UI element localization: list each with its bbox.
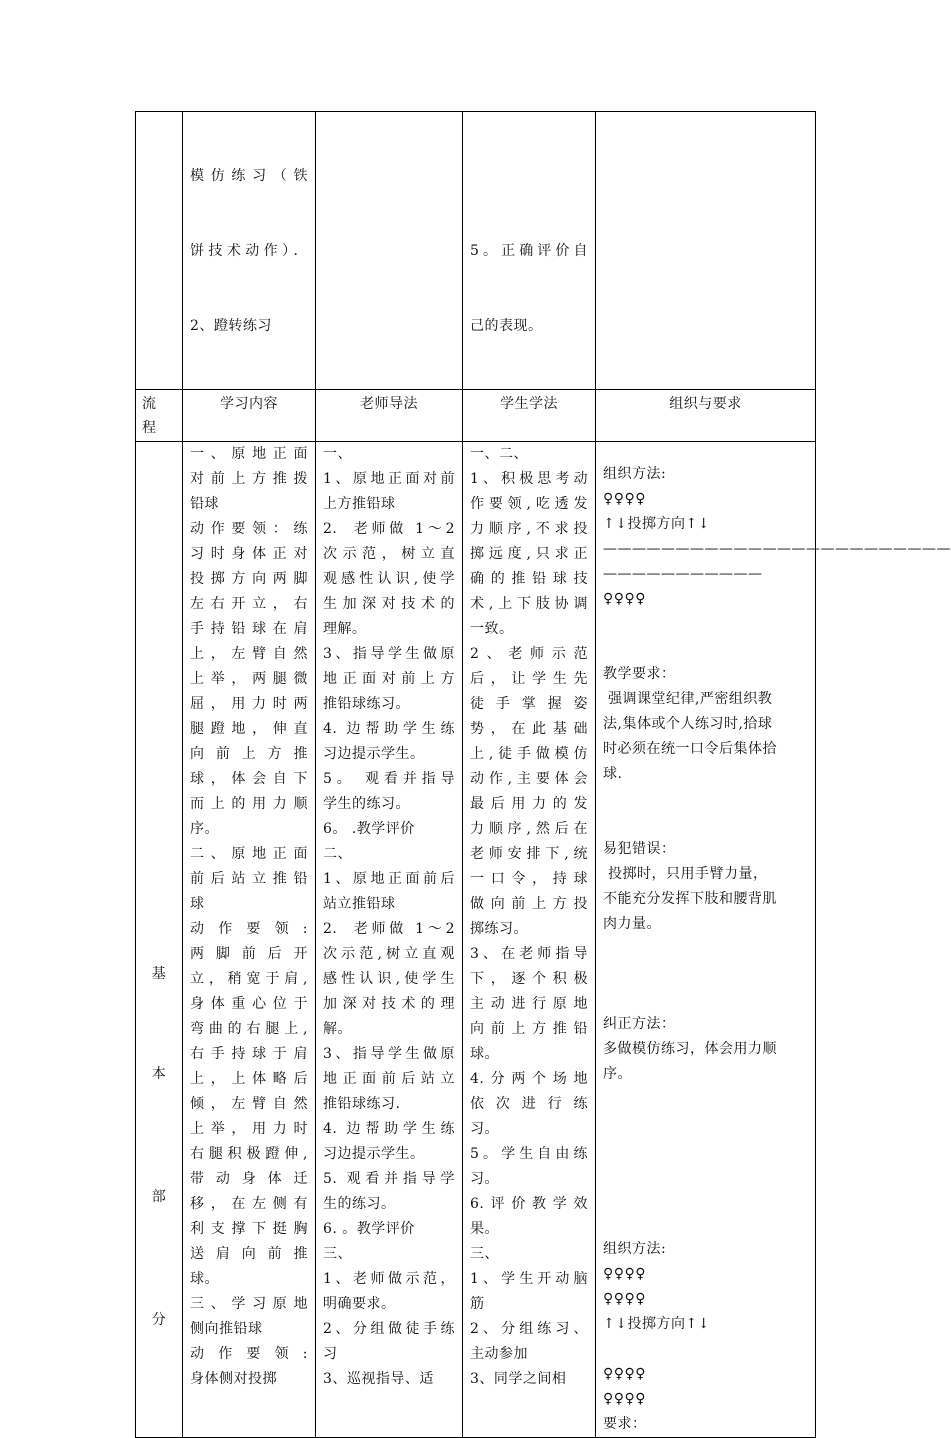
text-line: 势，在此基础 bbox=[470, 721, 588, 737]
text-line: 屈，用力时两 bbox=[190, 696, 308, 712]
organization-cell bbox=[596, 442, 951, 1438]
text-line: 徒手掌握姿 bbox=[470, 696, 588, 712]
text-line: 掷练习。 bbox=[470, 921, 528, 937]
text-line: 后，让学生先 bbox=[470, 671, 588, 687]
text-line: 球 bbox=[190, 896, 205, 912]
text-line bbox=[603, 1087, 808, 1112]
text-line: 2、分组练习、 bbox=[470, 1321, 588, 1337]
text-line bbox=[603, 1162, 808, 1187]
text-line: 教学要求： bbox=[603, 666, 676, 682]
text-line: ↑↓投掷方向↑↓ bbox=[603, 516, 710, 532]
text-line: 确的推铅球技 bbox=[470, 571, 588, 587]
text-line bbox=[603, 812, 808, 837]
text-line: 前后站立推铅 bbox=[190, 871, 308, 887]
section-char: 分 bbox=[151, 1312, 167, 1328]
text-line: ♀♀♀♀ bbox=[603, 591, 646, 607]
text-line: 肉力量。 bbox=[603, 916, 661, 932]
text-line bbox=[603, 1337, 808, 1362]
text-line: 5。学生自由练 bbox=[470, 1146, 588, 1162]
text-line: 2、分组做徒手练 bbox=[323, 1321, 455, 1337]
text-line: 立，稍宽于肩, bbox=[190, 971, 308, 987]
text-line: 1、原地正面前后 bbox=[323, 871, 455, 887]
text-line: 向前上方推铅 bbox=[470, 1021, 588, 1037]
header-flow bbox=[136, 390, 183, 442]
text-line: 下，逐个积极 bbox=[470, 971, 588, 987]
text-line: 多做模仿练习，体会用力顺 bbox=[603, 1041, 777, 1057]
content-cell bbox=[183, 442, 316, 1438]
text-line: ——————————— bbox=[603, 566, 763, 582]
student-cell-continued bbox=[463, 112, 596, 390]
text-line: 次示范,树立直观 bbox=[323, 946, 455, 962]
teacher-cell-continued bbox=[316, 112, 463, 390]
text-line: 2. 老师做 1～2 bbox=[323, 921, 455, 937]
text-line: 依次进行练 bbox=[470, 1096, 588, 1112]
text-line: ♀♀♀♀ bbox=[603, 491, 646, 507]
header-teacher: 老师导法 bbox=[316, 390, 463, 442]
text-line: 习边提示学生。 bbox=[323, 1146, 425, 1162]
teacher-cell bbox=[316, 442, 463, 1438]
text-line: 侧向推铅球 bbox=[190, 1321, 263, 1337]
text-line: 2. 老师做 1～2 bbox=[323, 521, 455, 537]
text-line bbox=[603, 612, 808, 637]
text-line: 一致。 bbox=[470, 621, 514, 637]
section-char: 基 bbox=[151, 966, 167, 982]
text-line: 果。 bbox=[470, 1221, 499, 1237]
header-row bbox=[136, 390, 816, 442]
text-line: 理解。 bbox=[323, 621, 367, 637]
text-line: 纠正方法： bbox=[603, 1016, 676, 1032]
text-line: 1、学生开动脑 bbox=[470, 1271, 588, 1287]
text-line: ♀♀♀♀ bbox=[603, 1291, 646, 1307]
text-line: 投掷方向两脚 bbox=[190, 571, 308, 587]
text-line: 掷远度,只求正 bbox=[470, 546, 588, 562]
text-line: 而上的用力顺 bbox=[190, 796, 308, 812]
text-line: 球，体会自下 bbox=[190, 771, 308, 787]
header-flow-char: 程 bbox=[142, 420, 157, 436]
text-line: 5。 观看并指导 bbox=[323, 771, 455, 787]
lesson-plan-table bbox=[135, 111, 951, 1438]
text-line: 4. 边帮助学生练 bbox=[323, 721, 455, 737]
text-line bbox=[603, 637, 808, 662]
text-line: 习。 bbox=[470, 1171, 499, 1187]
text-line: 观感性认识,使学 bbox=[323, 571, 455, 587]
text-line: 加深对技术的理 bbox=[323, 996, 455, 1012]
text-line: 6。 .教学评价 bbox=[323, 821, 415, 837]
text-line: 2、蹬转练习 bbox=[190, 318, 272, 334]
text-line: 推铅球练习. bbox=[323, 1096, 401, 1112]
text-line: 弯曲的右腿上, bbox=[190, 1021, 308, 1037]
text-line: 主动参加 bbox=[470, 1346, 528, 1362]
text-line: 习时身体正对 bbox=[190, 546, 308, 562]
text-line: 动作,主要体会 bbox=[470, 771, 588, 787]
text-line: 1、积极思考动 bbox=[470, 471, 588, 487]
text-line: 感性认识,使学生 bbox=[323, 971, 455, 987]
text-line: 一、原地正面 bbox=[190, 446, 308, 462]
text-line bbox=[603, 962, 808, 987]
text-line: 地正面对前上方 bbox=[323, 671, 455, 687]
text-line: 动作要领：练 bbox=[190, 521, 308, 537]
text-line: 右腿积极蹬伸, bbox=[190, 1146, 308, 1162]
text-line: 1、老师做示范， bbox=[323, 1271, 455, 1287]
text-line: 一、二、 bbox=[470, 446, 528, 462]
text-line: 带动身体迁 bbox=[190, 1171, 308, 1187]
text-line: 上，上体略后 bbox=[190, 1071, 308, 1087]
text-line: 要求： bbox=[603, 1416, 647, 1432]
section-char: 部 bbox=[151, 1189, 167, 1205]
text-line: 筋 bbox=[470, 1296, 485, 1312]
text-line: 动作要领: bbox=[190, 1346, 308, 1362]
student-cell bbox=[463, 442, 596, 1438]
text-line: 右手持球于肩 bbox=[190, 1046, 308, 1062]
text-line: 2、老师示范 bbox=[470, 646, 588, 662]
teacher-lines bbox=[323, 442, 455, 1392]
text-line: 生加深对技术的 bbox=[323, 596, 455, 612]
text-line: 动作要领: bbox=[190, 921, 308, 937]
text-line: 左右开立，右 bbox=[190, 596, 308, 612]
text-line: 习 bbox=[323, 1346, 338, 1362]
text-line: 法,集体或个人练习时,拾球 bbox=[603, 716, 773, 732]
content-cell-continued bbox=[183, 112, 316, 390]
text-line: 投掷时，只用手臂力量， bbox=[603, 866, 768, 882]
header-flow-char: 流 bbox=[142, 396, 157, 412]
text-line: 5。正确评价自 bbox=[470, 243, 588, 259]
text-line: 三、 bbox=[470, 1246, 499, 1262]
text-line: 球. bbox=[603, 766, 623, 782]
text-line: 移，在左侧有 bbox=[190, 1196, 308, 1212]
text-line: 二、 bbox=[323, 846, 352, 862]
text-line: 不能充分发挥下肢和腰背肌 bbox=[603, 891, 777, 907]
text-line: 上举，用力时 bbox=[190, 1121, 308, 1137]
text-line bbox=[603, 787, 808, 812]
text-line: 倾，左臂自然 bbox=[190, 1096, 308, 1112]
text-line: 对前上方推拨 bbox=[190, 471, 308, 487]
text-line: 球。 bbox=[470, 1046, 499, 1062]
text-line bbox=[603, 1212, 808, 1237]
text-line: 两脚前后开 bbox=[190, 946, 308, 962]
text-line: 学生的练习。 bbox=[323, 796, 410, 812]
text-line bbox=[603, 1112, 808, 1137]
text-line: ↑↓投掷方向↑↓ bbox=[603, 1316, 710, 1332]
text-line: 站立推铅球 bbox=[323, 896, 396, 912]
text-line: ———————————————————————— bbox=[603, 541, 951, 557]
header-organization: 组织与要求 bbox=[596, 390, 816, 442]
flow-cell-continued bbox=[136, 112, 183, 390]
organization-cell-continued bbox=[596, 112, 816, 390]
text-line bbox=[470, 164, 588, 189]
text-line: 做向前上方投 bbox=[470, 896, 588, 912]
text-line: 铅球 bbox=[190, 496, 219, 512]
text-line: 上，左臂自然 bbox=[190, 646, 308, 662]
text-line: 一、 bbox=[323, 446, 352, 462]
text-line: 3、指导学生做原 bbox=[323, 646, 455, 662]
text-line: 老师安排下,统 bbox=[470, 846, 588, 862]
text-line: 6.评价教学效 bbox=[470, 1196, 588, 1212]
text-line: 3、在老师指导 bbox=[470, 946, 588, 962]
text-line: 力顺序,不求投 bbox=[470, 521, 588, 537]
text-line: 己的表现。 bbox=[470, 318, 543, 334]
text-line: 6. 。教学评价 bbox=[323, 1221, 415, 1237]
header-student: 学生学法 bbox=[463, 390, 596, 442]
section-label-cell bbox=[136, 442, 183, 1438]
text-line: 时必须在统一口令后集体拾 bbox=[603, 741, 777, 757]
header-content: 学习内容 bbox=[183, 390, 316, 442]
text-line: 利支撑下挺胸 bbox=[190, 1221, 308, 1237]
text-line: 球。 bbox=[190, 1271, 219, 1287]
text-line: 5. 观看并指导学 bbox=[323, 1171, 455, 1187]
text-line bbox=[603, 987, 808, 1012]
text-line: 最后用力的发 bbox=[470, 796, 588, 812]
text-line: 序。 bbox=[603, 1066, 632, 1082]
basic-section-row bbox=[136, 442, 816, 1438]
text-line: 作要领,吃透发 bbox=[470, 496, 588, 512]
text-line: 组织方法: bbox=[603, 1241, 667, 1257]
text-line: ♀♀♀♀ bbox=[603, 1266, 646, 1282]
text-line: 生的练习。 bbox=[323, 1196, 396, 1212]
text-line: 1、原地正面对前 bbox=[323, 471, 455, 487]
text-line: 上举，两腿微 bbox=[190, 671, 308, 687]
text-line: 三、学习原地 bbox=[190, 1296, 308, 1312]
text-line: 习。 bbox=[470, 1121, 499, 1137]
text-line: 解。 bbox=[323, 1021, 352, 1037]
student-lines bbox=[470, 442, 588, 1392]
text-line: ♀♀♀♀ bbox=[603, 1366, 646, 1382]
text-line: 3、巡视指导、适 bbox=[323, 1371, 434, 1387]
text-line: 推铅球练习。 bbox=[323, 696, 410, 712]
text-line: 组织方法: bbox=[603, 466, 667, 482]
text-line: 力顺序,然后在 bbox=[470, 821, 588, 837]
text-line: 向前上方推 bbox=[190, 746, 308, 762]
text-line: 明确要求。 bbox=[323, 1296, 396, 1312]
text-line: 腿蹬地，伸直 bbox=[190, 721, 308, 737]
text-line: 序。 bbox=[190, 821, 219, 837]
text-line: 术,上下肢协调 bbox=[470, 596, 588, 612]
text-line: 身体重心位于 bbox=[190, 996, 308, 1012]
text-line: 强调课堂纪律,严密组织教 bbox=[603, 691, 773, 707]
text-line: 上,徒手做模仿 bbox=[470, 746, 588, 762]
text-line: 二、原地正面 bbox=[190, 846, 308, 862]
text-line: 饼技术动作）． bbox=[190, 243, 308, 259]
text-line bbox=[603, 1137, 808, 1162]
section-char: 本 bbox=[151, 1066, 167, 1082]
text-line: 3、同学之间相 bbox=[470, 1371, 567, 1387]
text-line: 送肩向前推 bbox=[190, 1246, 308, 1262]
continued-row bbox=[136, 112, 816, 390]
text-line: 三、 bbox=[323, 1246, 352, 1262]
text-line: 习边提示学生。 bbox=[323, 746, 425, 762]
content-lines bbox=[190, 442, 308, 1392]
text-line: 主动进行原地 bbox=[470, 996, 588, 1012]
text-line: ♀♀♀♀ bbox=[603, 1391, 646, 1407]
text-line: 4. 边帮助学生练 bbox=[323, 1121, 455, 1137]
text-line: 4.分两个场地 bbox=[470, 1071, 588, 1087]
text-line: 身体侧对投掷 bbox=[190, 1371, 277, 1387]
text-line bbox=[603, 1187, 808, 1212]
text-line: 次示范，树立直 bbox=[323, 546, 455, 562]
text-line: 一口令，持球 bbox=[470, 871, 588, 887]
organization-lines bbox=[603, 442, 951, 1437]
text-line: 地正面前后站立 bbox=[323, 1071, 455, 1087]
text-line bbox=[603, 937, 808, 962]
text-line: 手持铅球在肩 bbox=[190, 621, 308, 637]
text-line: 模仿练习（铁 bbox=[190, 168, 308, 184]
text-line: 3、指导学生做原 bbox=[323, 1046, 455, 1062]
text-line: 易犯错误： bbox=[603, 841, 676, 857]
text-line: 上方推铅球 bbox=[323, 496, 396, 512]
